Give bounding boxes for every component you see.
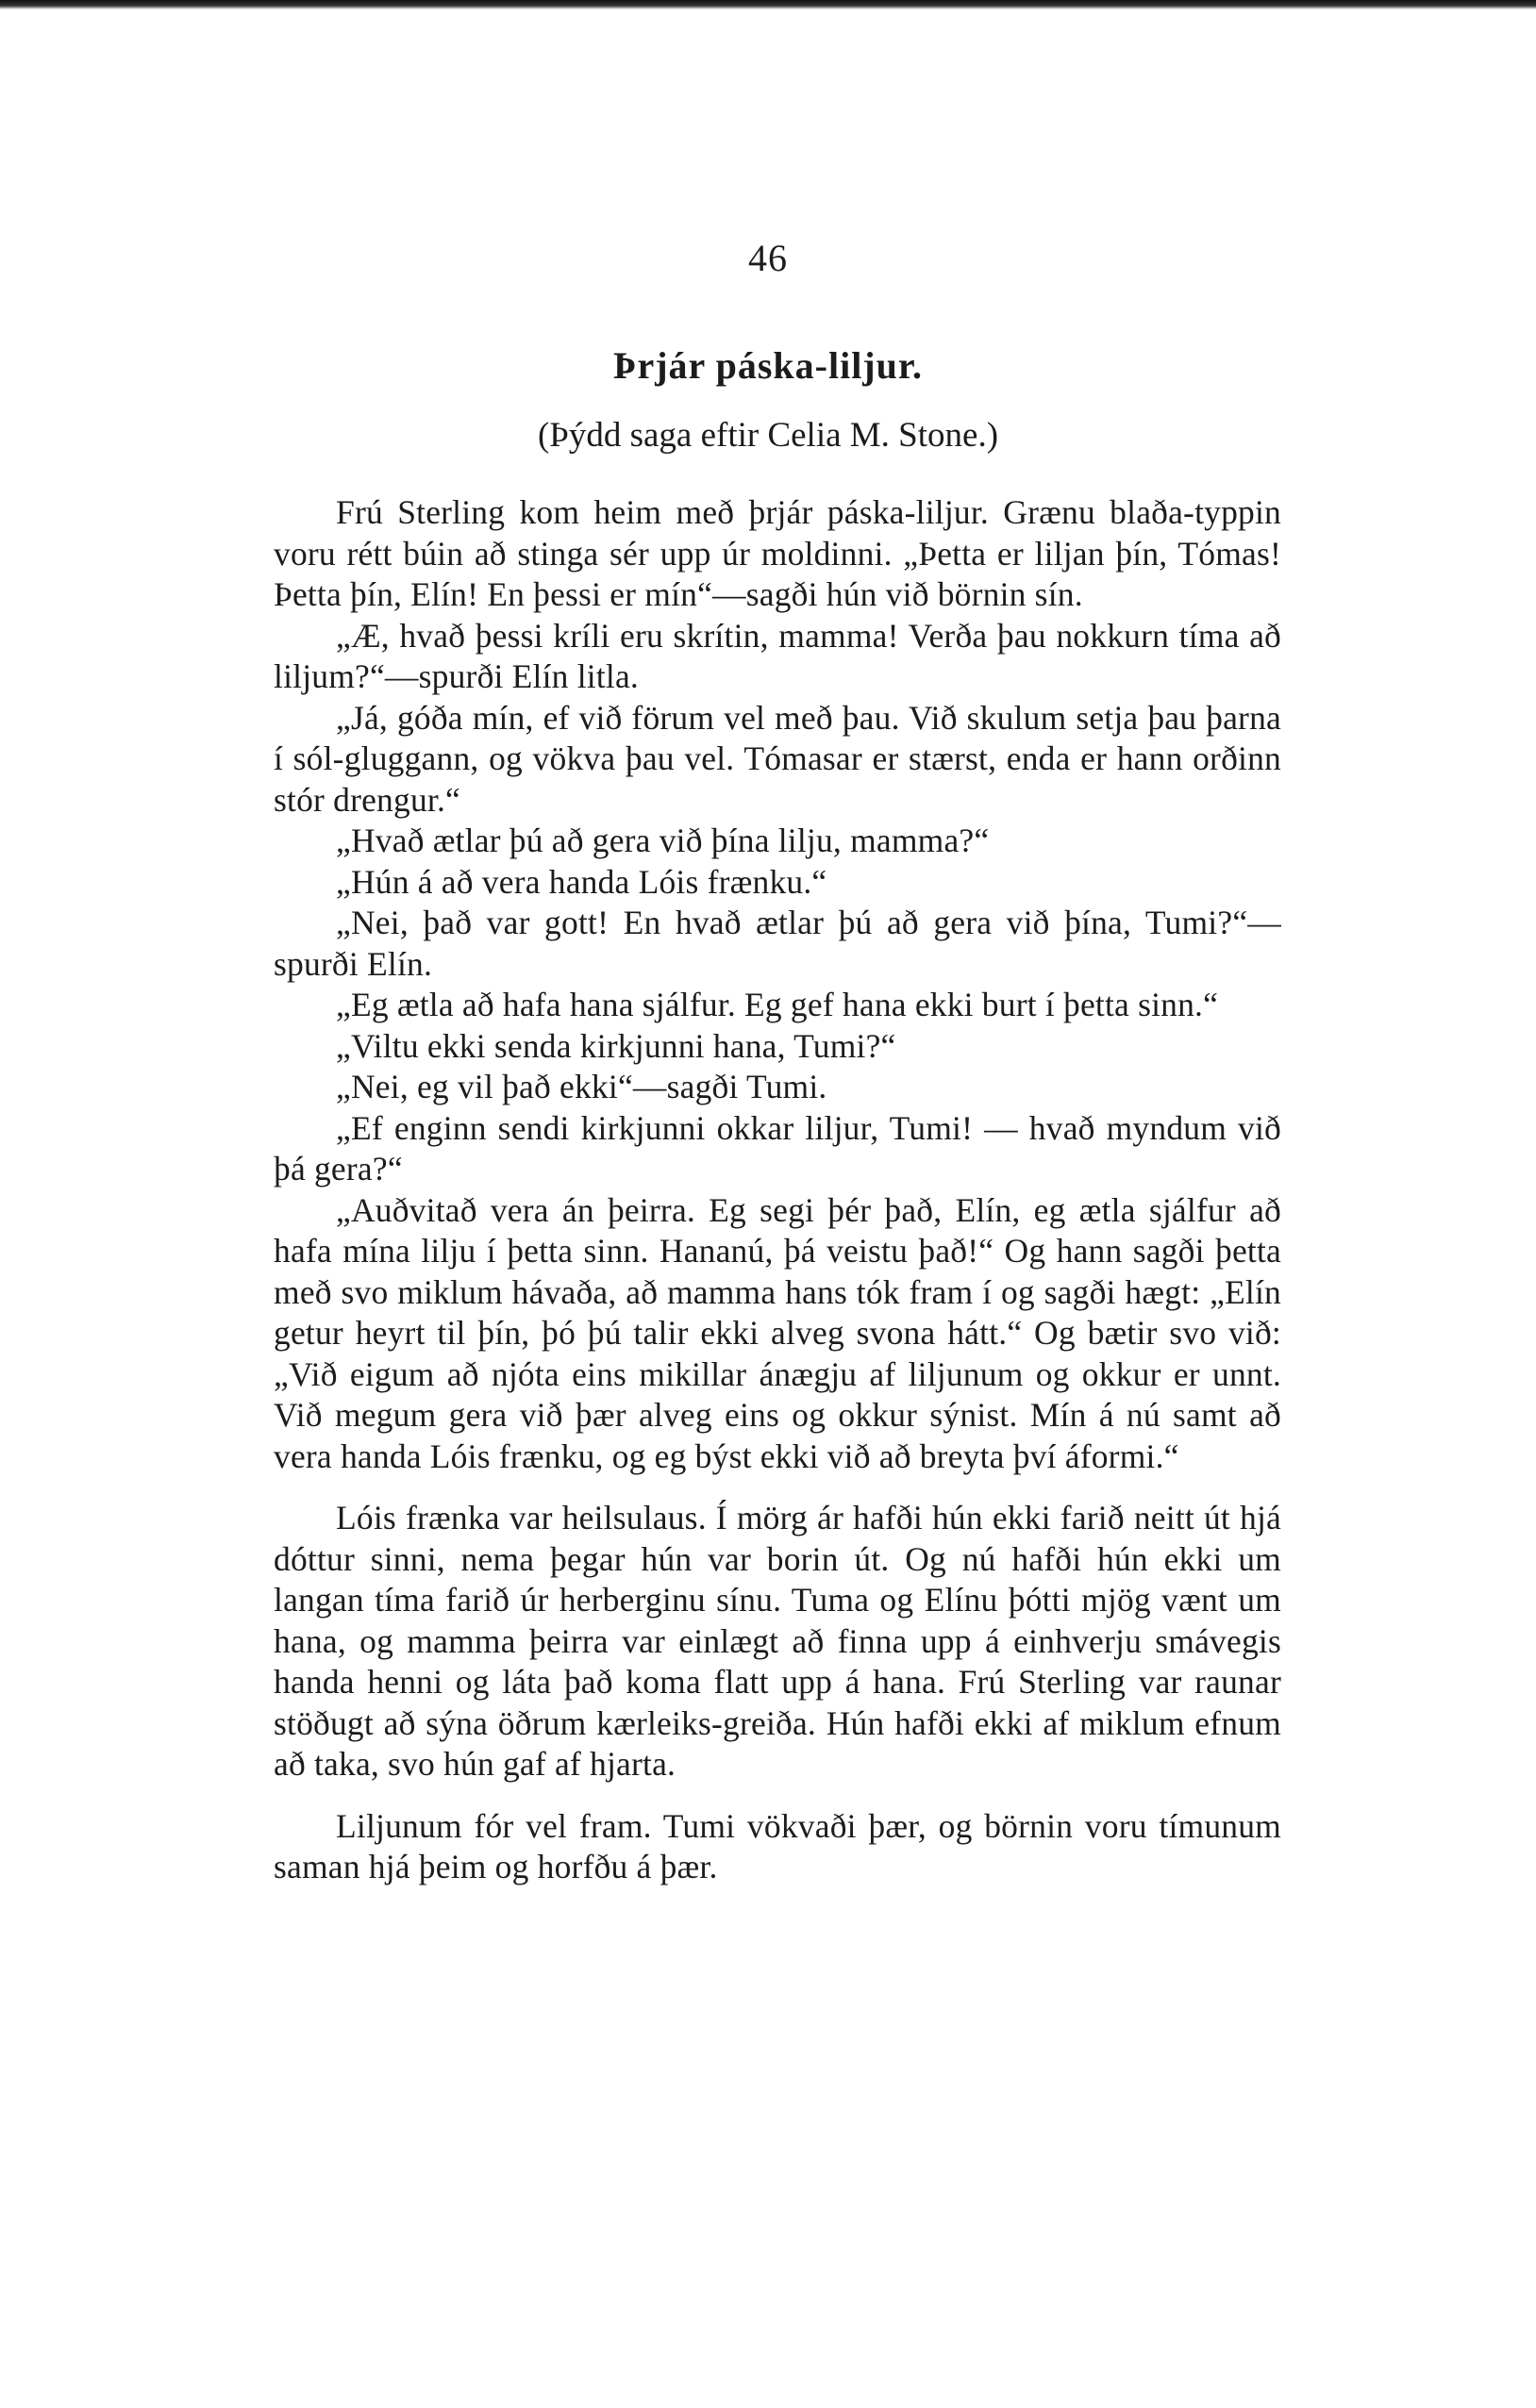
paragraph: „Nei, það var gott! En hvað ætlar þú að gera við þína, Tumi?“—spurði Elín. (274, 904, 1281, 983)
paragraph: „Auðvitað vera án þeirra. Eg segi þér það, Elín, eg ætla sjálfur að hafa mína lilju í þetta sinn. Hananú, þá veistu það!“ Og hann sagði þetta með svo miklum hávaða, að mamma hans tók fram í og sagði hægt: „Elín getur heyrt til þín, þó þú talir ekki alveg svona hátt.“ Og bætir svo við: „Við eigum að njóta eins mikillar ánægju af liljunum og okkur er unnt. Við megum gera við þær alveg eins og okkur sýnist. Mín á nú samt að vera handa Lóis frænku, og eg býst ekki við að breyta því áformi.“ (274, 1190, 1281, 1475)
paragraph: „Já, góða mín, ef við förum vel með þau. Við skulum setja þau þarna í sól-gluggann, og vökva þau vel. Tómasar er stærst, enda er hann orðinn stór drengur.“ (274, 698, 1281, 819)
page-top-edge (0, 0, 1536, 9)
story-body (274, 492, 1281, 1888)
paragraph: Lóis frænka var heilsulaus. Í mörg ár hafði hún ekki farið neitt út hjá dóttur sinni, nema þegar hún var borin út. Og nú hafði hún ekki um langan tíma farið úr herberginu sínu. Tuma og Elínu þótti mjög vænt um hana, og mamma þeirra var einlægt að finna upp á einhverju smávegis handa henni og láta það koma flatt upp á hana. Frú Sterling var raunar stöðugt að sýna öðrum kærleiks-greiða. Hún hafði ekki af miklum efnum að taka, svo hún gaf af hjarta. (274, 1499, 1281, 1783)
story-subtitle: (Þýdd saga eftir Celia M. Stone.) (537, 416, 999, 455)
page-number: 46 (748, 237, 788, 279)
paragraph: „Æ, hvað þessi kríli eru skrítin, mamma! Verða þau nokkurn tíma að liljum?“—spurði Elín litla. (274, 616, 1281, 695)
paragraph: „Viltu ekki senda kirkjunni hana, Tumi?“ (336, 1026, 896, 1065)
paragraph: Frú Sterling kom heim með þrjár páska-liljur. Grænu blaða-typpin voru rétt búin að stinga sér upp úr moldinni. „Þetta er liljan þín, Tómas! Þetta þín, Elín! En þessi er mín“—sagði hún við börnin sín. (274, 493, 1281, 613)
paragraph: „Hvað ætlar þú að gera við þína lilju, mamma?“ (336, 822, 990, 859)
paragraph: „Ef enginn sendi kirkjunni okkar liljur, Tumi! — hvað myndum við þá gera?“ (274, 1108, 1281, 1187)
story-title: Þrjár páska-liljur. (613, 344, 923, 387)
paragraph: „Nei, eg vil það ekki“—sagði Tumi. (336, 1068, 827, 1105)
paragraph: Liljunum fór vel fram. Tumi vökvaði þær, og börnin voru tímunum saman hjá þeim og horfðu á þær. (274, 1806, 1281, 1885)
paragraph: „Hún á að vera handa Lóis frænku.“ (336, 862, 827, 901)
paragraph: „Eg ætla að hafa hana sjálfur. Eg gef hana ekki burt í þetta sinn.“ (336, 986, 1219, 1023)
